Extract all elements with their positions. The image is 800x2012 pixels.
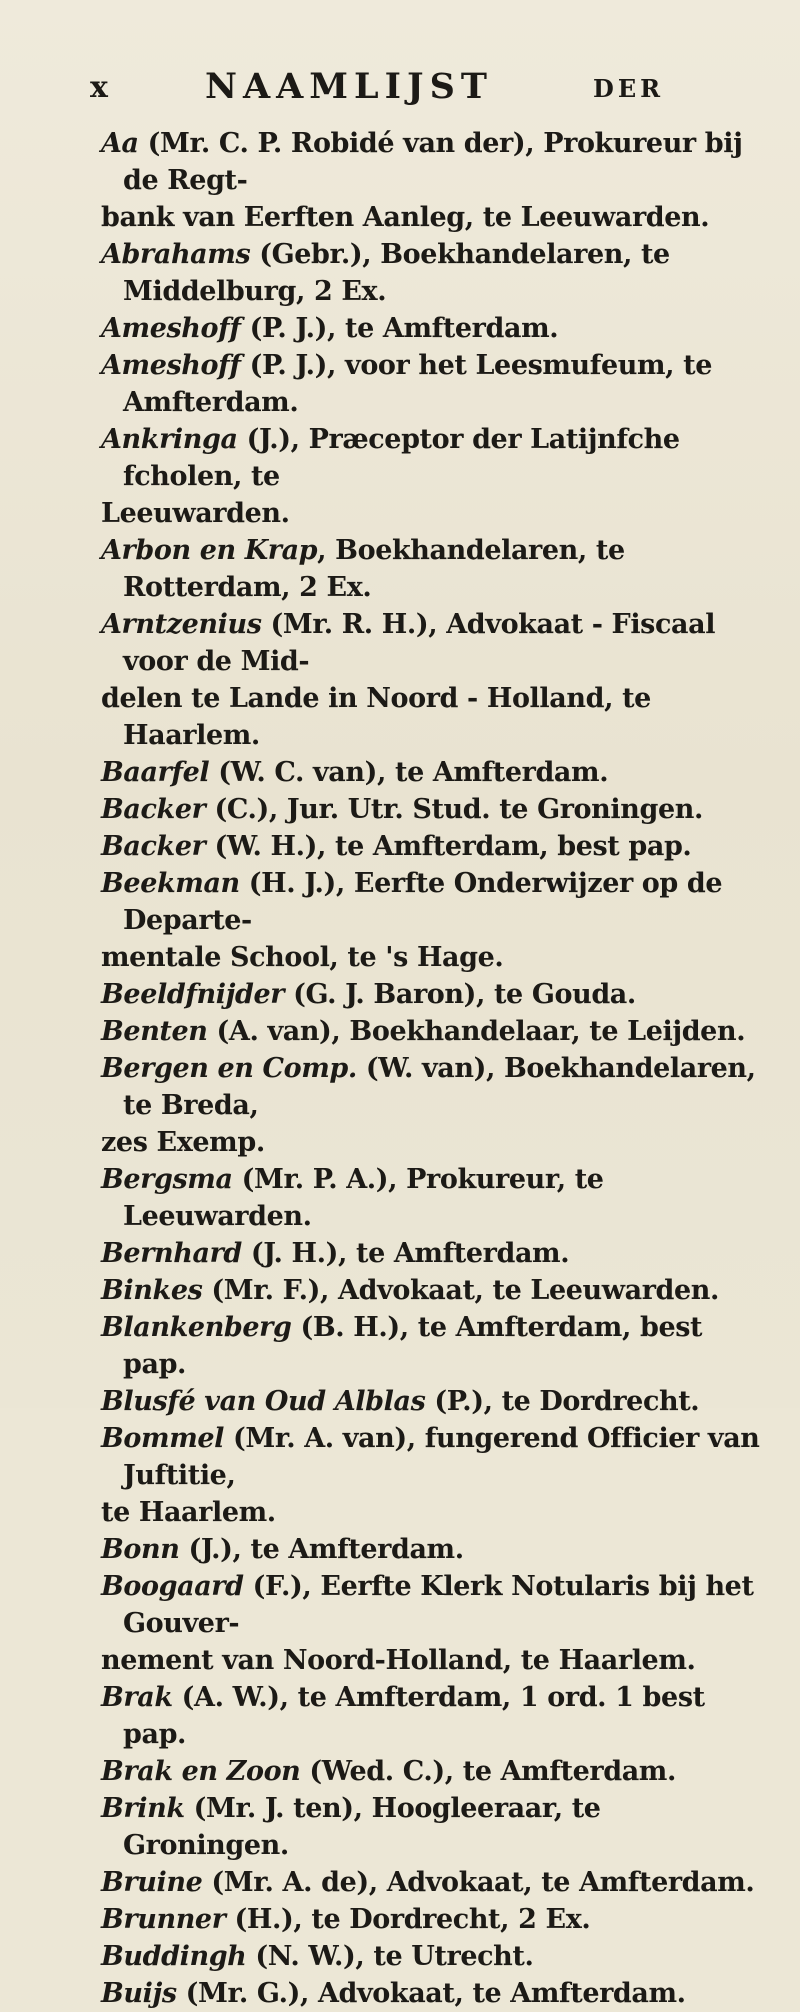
subscriber-name: Bommel xyxy=(101,1423,225,1454)
page-header xyxy=(0,66,800,106)
subscriber-details: (Mr. A. de), Advokaat, te Amfterdam. xyxy=(202,1867,755,1898)
list-item xyxy=(0,754,800,791)
subscriber-details: (Mr. F.), Advokaat, te Leeuwarden. xyxy=(202,1275,720,1306)
subscriber-details: (P.), te Dordrecht. xyxy=(425,1386,700,1417)
subscriber-name: Brak en Zoon xyxy=(101,1756,301,1787)
subscriber-name: Ameshoff xyxy=(101,313,241,344)
subscriber-name: Buijs xyxy=(101,1978,177,2009)
subscriber-name: Bruine xyxy=(101,1867,203,1898)
list-item xyxy=(0,791,800,828)
list-item xyxy=(0,1864,800,1901)
subscriber-name: Bonn xyxy=(101,1534,180,1565)
subscriber-name: Arbon en Krap xyxy=(101,535,318,566)
title-suffix: DER xyxy=(593,74,665,103)
subscriber-details-continued: bank van Eerften Aanleg, te Leeuwarden. xyxy=(101,202,710,233)
subscriber-details: (Mr. R. H.), Advokaat - Fiscaal voor de Mid- xyxy=(123,609,716,677)
subscriber-list xyxy=(0,125,800,2012)
list-item xyxy=(0,1568,800,1679)
list-item xyxy=(0,310,800,347)
subscriber-name: Aa xyxy=(101,128,139,159)
list-item xyxy=(0,1272,800,1309)
subscriber-name: Abrahams xyxy=(101,239,251,270)
list-item xyxy=(0,125,800,236)
subscriber-name: Bergsma xyxy=(101,1164,233,1195)
subscriber-name: Bernhard xyxy=(101,1238,242,1269)
list-item xyxy=(0,1679,800,1753)
list-item xyxy=(0,976,800,1013)
list-item xyxy=(0,828,800,865)
subscriber-details: (Mr. C. P. Robidé van der), Prokureur bij de Regt- xyxy=(123,128,743,196)
list-item xyxy=(0,865,800,976)
subscriber-details-continued: delen te Lande in Noord - Holland, te Haarlem. xyxy=(101,683,651,751)
subscriber-details: (Gebr.), Boekhandelaren, te Middelburg, 2 Ex. xyxy=(123,239,670,307)
subscriber-details: , Boekhandelaren, te Rotterdam, 2 Ex. xyxy=(123,535,625,603)
subscriber-details: (P. J.), te Amfterdam. xyxy=(240,313,559,344)
list-item xyxy=(0,1235,800,1272)
list-item xyxy=(0,1790,800,1864)
subscriber-name: Brunner xyxy=(101,1904,226,1935)
list-item xyxy=(0,1975,800,2012)
list-item xyxy=(0,1383,800,1420)
list-item xyxy=(0,1938,800,1975)
list-item xyxy=(0,236,800,310)
subscriber-name: Blankenberg xyxy=(101,1312,292,1343)
list-item xyxy=(0,1901,800,1938)
subscriber-details: (A. van), Boekhandelaar, te Leijden. xyxy=(207,1016,746,1047)
page-title: NAAMLIJST xyxy=(205,66,493,107)
subscriber-name: Boogaard xyxy=(101,1571,244,1602)
subscriber-details: (C.), Jur. Utr. Stud. te Groningen. xyxy=(205,794,703,825)
subscriber-name: Blusfé van Oud Alblas xyxy=(101,1386,426,1417)
list-item xyxy=(0,1050,800,1161)
subscriber-details: (F.), Eerfte Klerk Notularis bij het Gouver- xyxy=(123,1571,754,1639)
subscriber-details: (H.), te Dordrecht, 2 Ex. xyxy=(225,1904,591,1935)
subscriber-details: (J. H.), te Amfterdam. xyxy=(241,1238,570,1269)
subscriber-details-continued: Leeuwarden. xyxy=(101,498,290,529)
subscriber-name: Ameshoff xyxy=(101,350,241,381)
list-item xyxy=(0,1420,800,1531)
subscriber-name: Brink xyxy=(101,1793,185,1824)
subscriber-details: (Mr. J. ten), Hoogleeraar, te Groningen. xyxy=(123,1793,601,1861)
subscriber-name: Brak xyxy=(101,1682,173,1713)
subscriber-name: Benten xyxy=(101,1016,208,1047)
subscriber-name: Backer xyxy=(101,794,206,825)
subscriber-name: Baarfel xyxy=(101,757,210,788)
subscriber-name: Binkes xyxy=(101,1275,203,1306)
subscriber-name: Bergen en Comp. xyxy=(101,1053,357,1084)
list-item xyxy=(0,606,800,754)
subscriber-details: (J.), te Amfterdam. xyxy=(179,1534,464,1565)
subscriber-name: Beeldfnijder xyxy=(101,979,285,1010)
list-item xyxy=(0,421,800,532)
subscriber-name: Backer xyxy=(101,831,206,862)
subscriber-details: (W. H.), te Amfterdam, best pap. xyxy=(205,831,692,862)
subscriber-details: (Wed. C.), te Amfterdam. xyxy=(300,1756,676,1787)
list-item xyxy=(0,1013,800,1050)
subscriber-details-continued: te Haarlem. xyxy=(101,1497,276,1528)
subscriber-details: (Mr. G.), Advokaat, te Amfterdam. xyxy=(176,1978,686,2009)
subscriber-details: (B. H.), te Amfterdam, best pap. xyxy=(123,1312,703,1380)
subscriber-details: (A. W.), te Amfterdam, 1 ord. 1 best pap. xyxy=(123,1682,705,1750)
subscriber-details: (Mr. A. van), fungerend Officier van Juftitie, xyxy=(123,1423,760,1491)
subscriber-details-continued: zes Exemp. xyxy=(101,1127,265,1158)
subscriber-details: (J.), Præceptor der Latijnfche fcholen, te xyxy=(123,424,680,492)
list-item xyxy=(0,532,800,606)
subscriber-details: (G. J. Baron), te Gouda. xyxy=(284,979,636,1010)
subscriber-details: (Mr. P. A.), Prokureur, te Leeuwarden. xyxy=(123,1164,604,1232)
subscriber-details-continued: nement van Noord-Holland, te Haarlem. xyxy=(101,1645,696,1676)
subscriber-name: Arntzenius xyxy=(101,609,262,640)
subscriber-details: (W. C. van), te Amfterdam. xyxy=(209,757,609,788)
subscriber-details: (W. van), Boekhandelaren, te Breda, xyxy=(123,1053,756,1121)
list-item xyxy=(0,1309,800,1383)
subscriber-name: Buddingh xyxy=(101,1941,247,1972)
subscriber-details: (N. W.), te Utrecht. xyxy=(246,1941,534,1972)
list-item xyxy=(0,1161,800,1235)
subscriber-name: Beekman xyxy=(101,868,240,899)
subscriber-details: (P. J.), voor het Leesmufeum, te Amfterdam. xyxy=(123,350,713,418)
subscriber-details-continued: mentale School, te 's Hage. xyxy=(101,942,504,973)
subscriber-details: (H. J.), Eerfte Onderwijzer op de Departe- xyxy=(123,868,723,936)
list-item xyxy=(0,1753,800,1790)
list-item xyxy=(0,1531,800,1568)
signature-mark: x xyxy=(90,70,108,105)
list-item xyxy=(0,347,800,421)
subscriber-name: Ankringa xyxy=(101,424,238,455)
